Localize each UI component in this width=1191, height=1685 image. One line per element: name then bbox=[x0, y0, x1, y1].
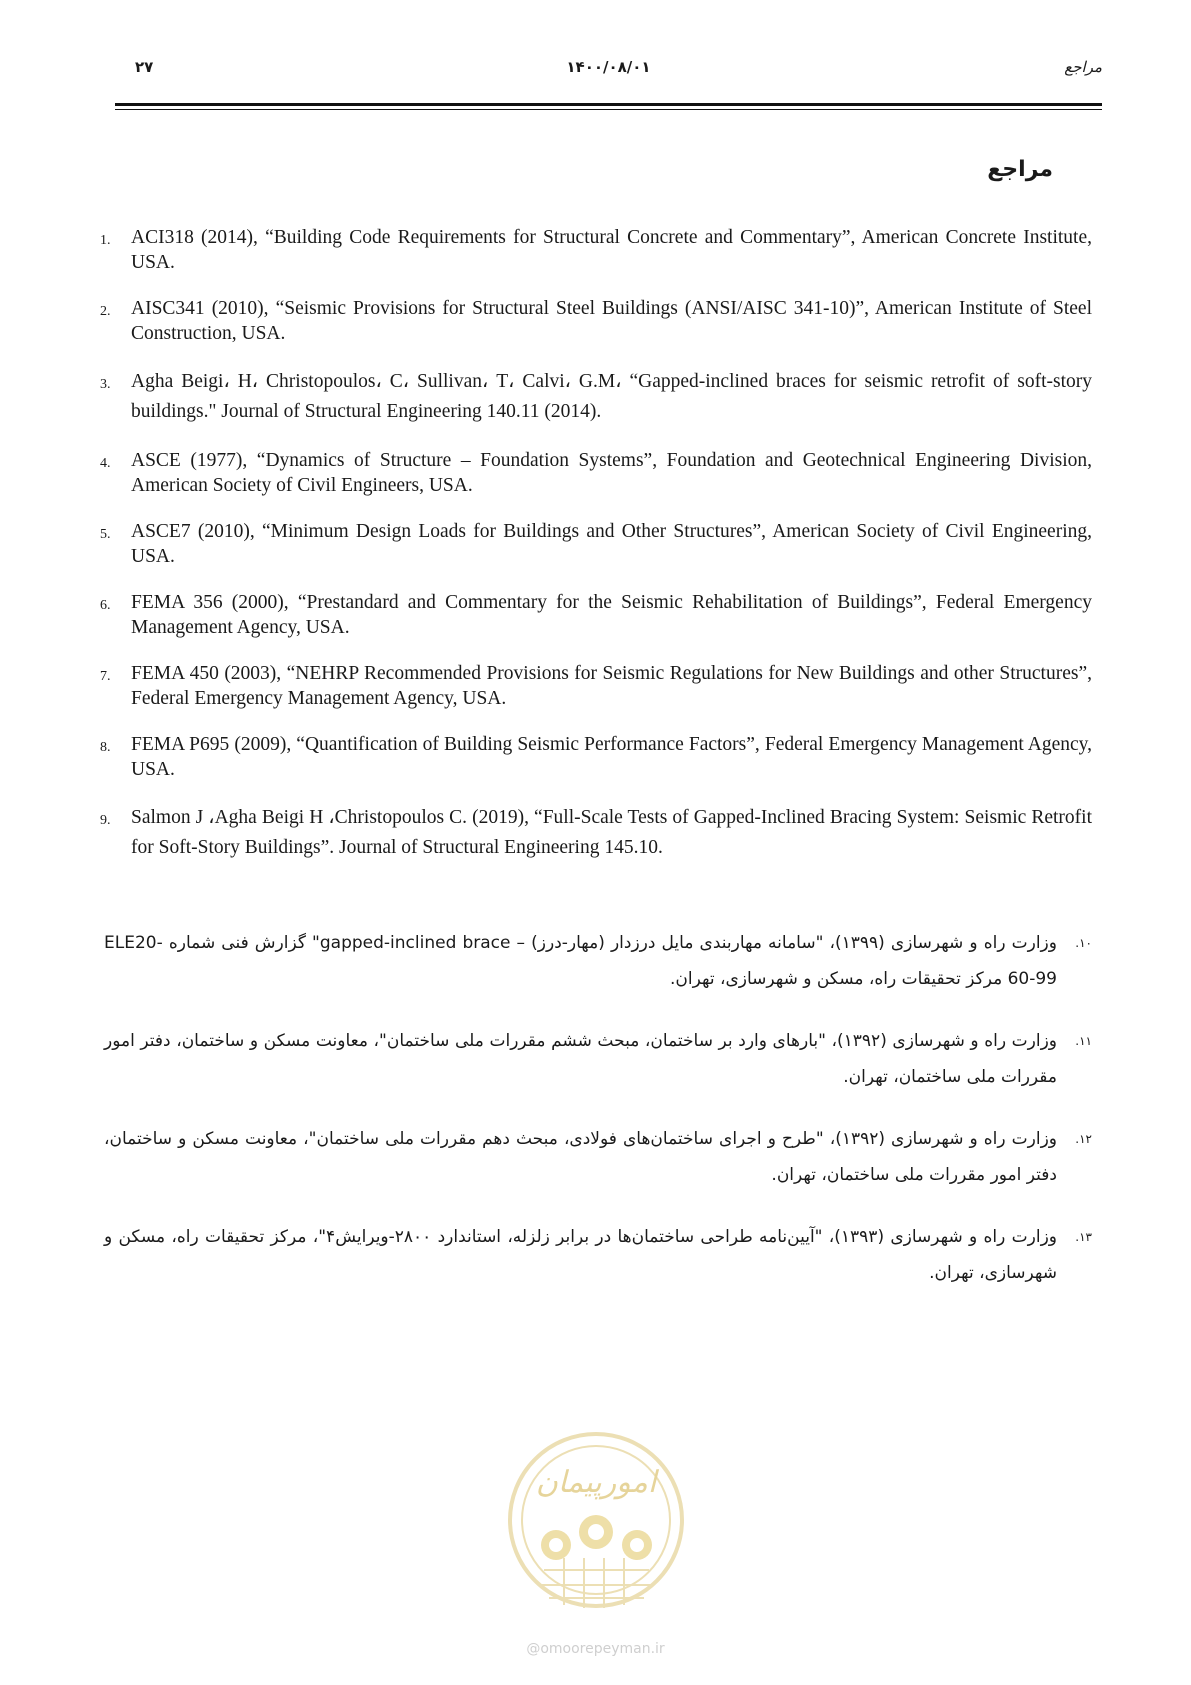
reference-number: ۱۳. bbox=[1075, 1230, 1092, 1244]
reference-number: 2. bbox=[100, 304, 111, 319]
watermark-url: @omoorepeyman.ir bbox=[526, 1641, 665, 1657]
reference-number: ۱۰. bbox=[1075, 936, 1092, 950]
reference-text: ASCE7 (2010), “Minimum Design Loads for Buildings and Other Structures”, American Society of Civil Engineering, USA. bbox=[131, 521, 1092, 567]
page-header bbox=[115, 58, 1102, 88]
reference-text: وزارت راه و شهرسازی (۱۳۹۳)، "آیین‌نامه طراحی ساختمان‌ها در برابر زلزله، استاندارد ۲۸۰۰-ویرایش۴"، مرکز تحقیقات راه، مسکن و شهرسازی، تهران. bbox=[104, 1227, 1058, 1283]
page-title: مراجع bbox=[987, 157, 1053, 182]
page-number: ۲۷ bbox=[135, 58, 154, 76]
reference-number: ۱۱. bbox=[1075, 1034, 1092, 1048]
reference-text: وزارت راه و شهرسازی (۱۳۹۲)، "طرح و اجرای ساختمان‌های فولادی، مبحث دهم مقررات ملی ساختمان"، معاونت مسکن و ساختمان، دفتر امور مقررات ملی ساختمان، تهران. bbox=[104, 1129, 1057, 1185]
header-rule-thick bbox=[115, 103, 1102, 106]
reference-item bbox=[100, 803, 1092, 863]
seal-text: امورپیمان bbox=[535, 1465, 657, 1500]
reference-item bbox=[100, 225, 1092, 275]
reference-text: FEMA 356 (2000), “Prestandard and Commentary for the Seismic Rehabilitation of Buildings”, Federal Emergency Management Agency, USA. bbox=[131, 592, 1092, 638]
reference-number: 6. bbox=[100, 598, 111, 613]
reference-text: ACI318 (2014), “Building Code Requirements for Structural Concrete and Commentary”, American Concrete Institute, USA. bbox=[131, 227, 1092, 273]
reference-number: 5. bbox=[100, 527, 111, 542]
reference-number: 1. bbox=[100, 233, 111, 248]
header-section: مراجع bbox=[1064, 58, 1102, 76]
reference-number: 8. bbox=[100, 740, 111, 755]
reference-item bbox=[100, 661, 1092, 711]
reference-item bbox=[100, 367, 1092, 427]
reference-number: ۱۲. bbox=[1075, 1132, 1092, 1146]
reference-item bbox=[100, 732, 1092, 782]
header-rule-thin bbox=[115, 109, 1102, 110]
reference-text: Agha Beigi، H، Christopoulos، C، Sullivan، T، Calvi، G.M، “Gapped-inclined braces for seismic retrofit of soft-story buildings." Journal of Structural Engineering 140.11 (2014). bbox=[131, 371, 1092, 422]
reference-text: وزارت راه و شهرسازی (۱۳۹۲)، "بارهای وارد بر ساختمان، مبحث ششم مقررات ملی ساختمان"، معاونت مسکن و ساختمان، دفتر امور مقررات ملی ساختمان، تهران. bbox=[104, 1031, 1057, 1087]
reference-text: ASCE (1977), “Dynamics of Structure – Foundation Systems”, Foundation and Geotechnical Engineering Division, American Society of Civil Engineers, USA. bbox=[131, 450, 1092, 496]
reference-text: FEMA P695 (2009), “Quantification of Building Seismic Performance Factors”, Federal Emergency Management Agency, USA. bbox=[131, 734, 1092, 780]
reference-number: 3. bbox=[100, 377, 111, 392]
reference-number: 7. bbox=[100, 669, 111, 684]
reference-item bbox=[104, 1121, 1092, 1193]
header-date: ۱۴۰۰/۰۸/۰۱ bbox=[566, 58, 651, 76]
reference-text: AISC341 (2010), “Seismic Provisions for Structural Steel Buildings (ANSI/AISC 341-10)”, American Institute of Steel Construction, USA. bbox=[131, 298, 1092, 344]
reference-item bbox=[104, 925, 1092, 997]
english-references-list bbox=[100, 225, 1092, 863]
reference-item bbox=[100, 590, 1092, 640]
reference-number: 4. bbox=[100, 456, 111, 471]
reference-item bbox=[104, 1023, 1092, 1095]
persian-references-list bbox=[104, 925, 1092, 1291]
reference-item bbox=[100, 296, 1092, 346]
reference-item bbox=[100, 519, 1092, 569]
reference-item bbox=[104, 1219, 1092, 1291]
reference-text: FEMA 450 (2003), “NEHRP Recommended Provisions for Seismic Regulations for New Buildings and other Structures”, Federal Emergency Management Agency, USA. bbox=[131, 663, 1092, 709]
reference-text: Salmon J ،Agha Beigi H ،Christopoulos C. (2019), “Full-Scale Tests of Gapped-Inclined Bracing System: Seismic Retrofit for Soft-Story Buildings”. Journal of Structural Engineering 145.10. bbox=[131, 807, 1092, 858]
reference-item bbox=[100, 448, 1092, 498]
watermark-seal-icon bbox=[504, 1420, 689, 1620]
reference-text: وزارت راه و شهرسازی (۱۳۹۹)، "سامانه مهاربندی مایل درزدار (مهار-درز) – gapped-inclined brace" گزارش فنی شماره ELE20-60-99 مرکز تحقیقات راه، مسکن و شهرسازی، تهران. bbox=[104, 933, 1057, 989]
reference-number: 9. bbox=[100, 813, 111, 828]
